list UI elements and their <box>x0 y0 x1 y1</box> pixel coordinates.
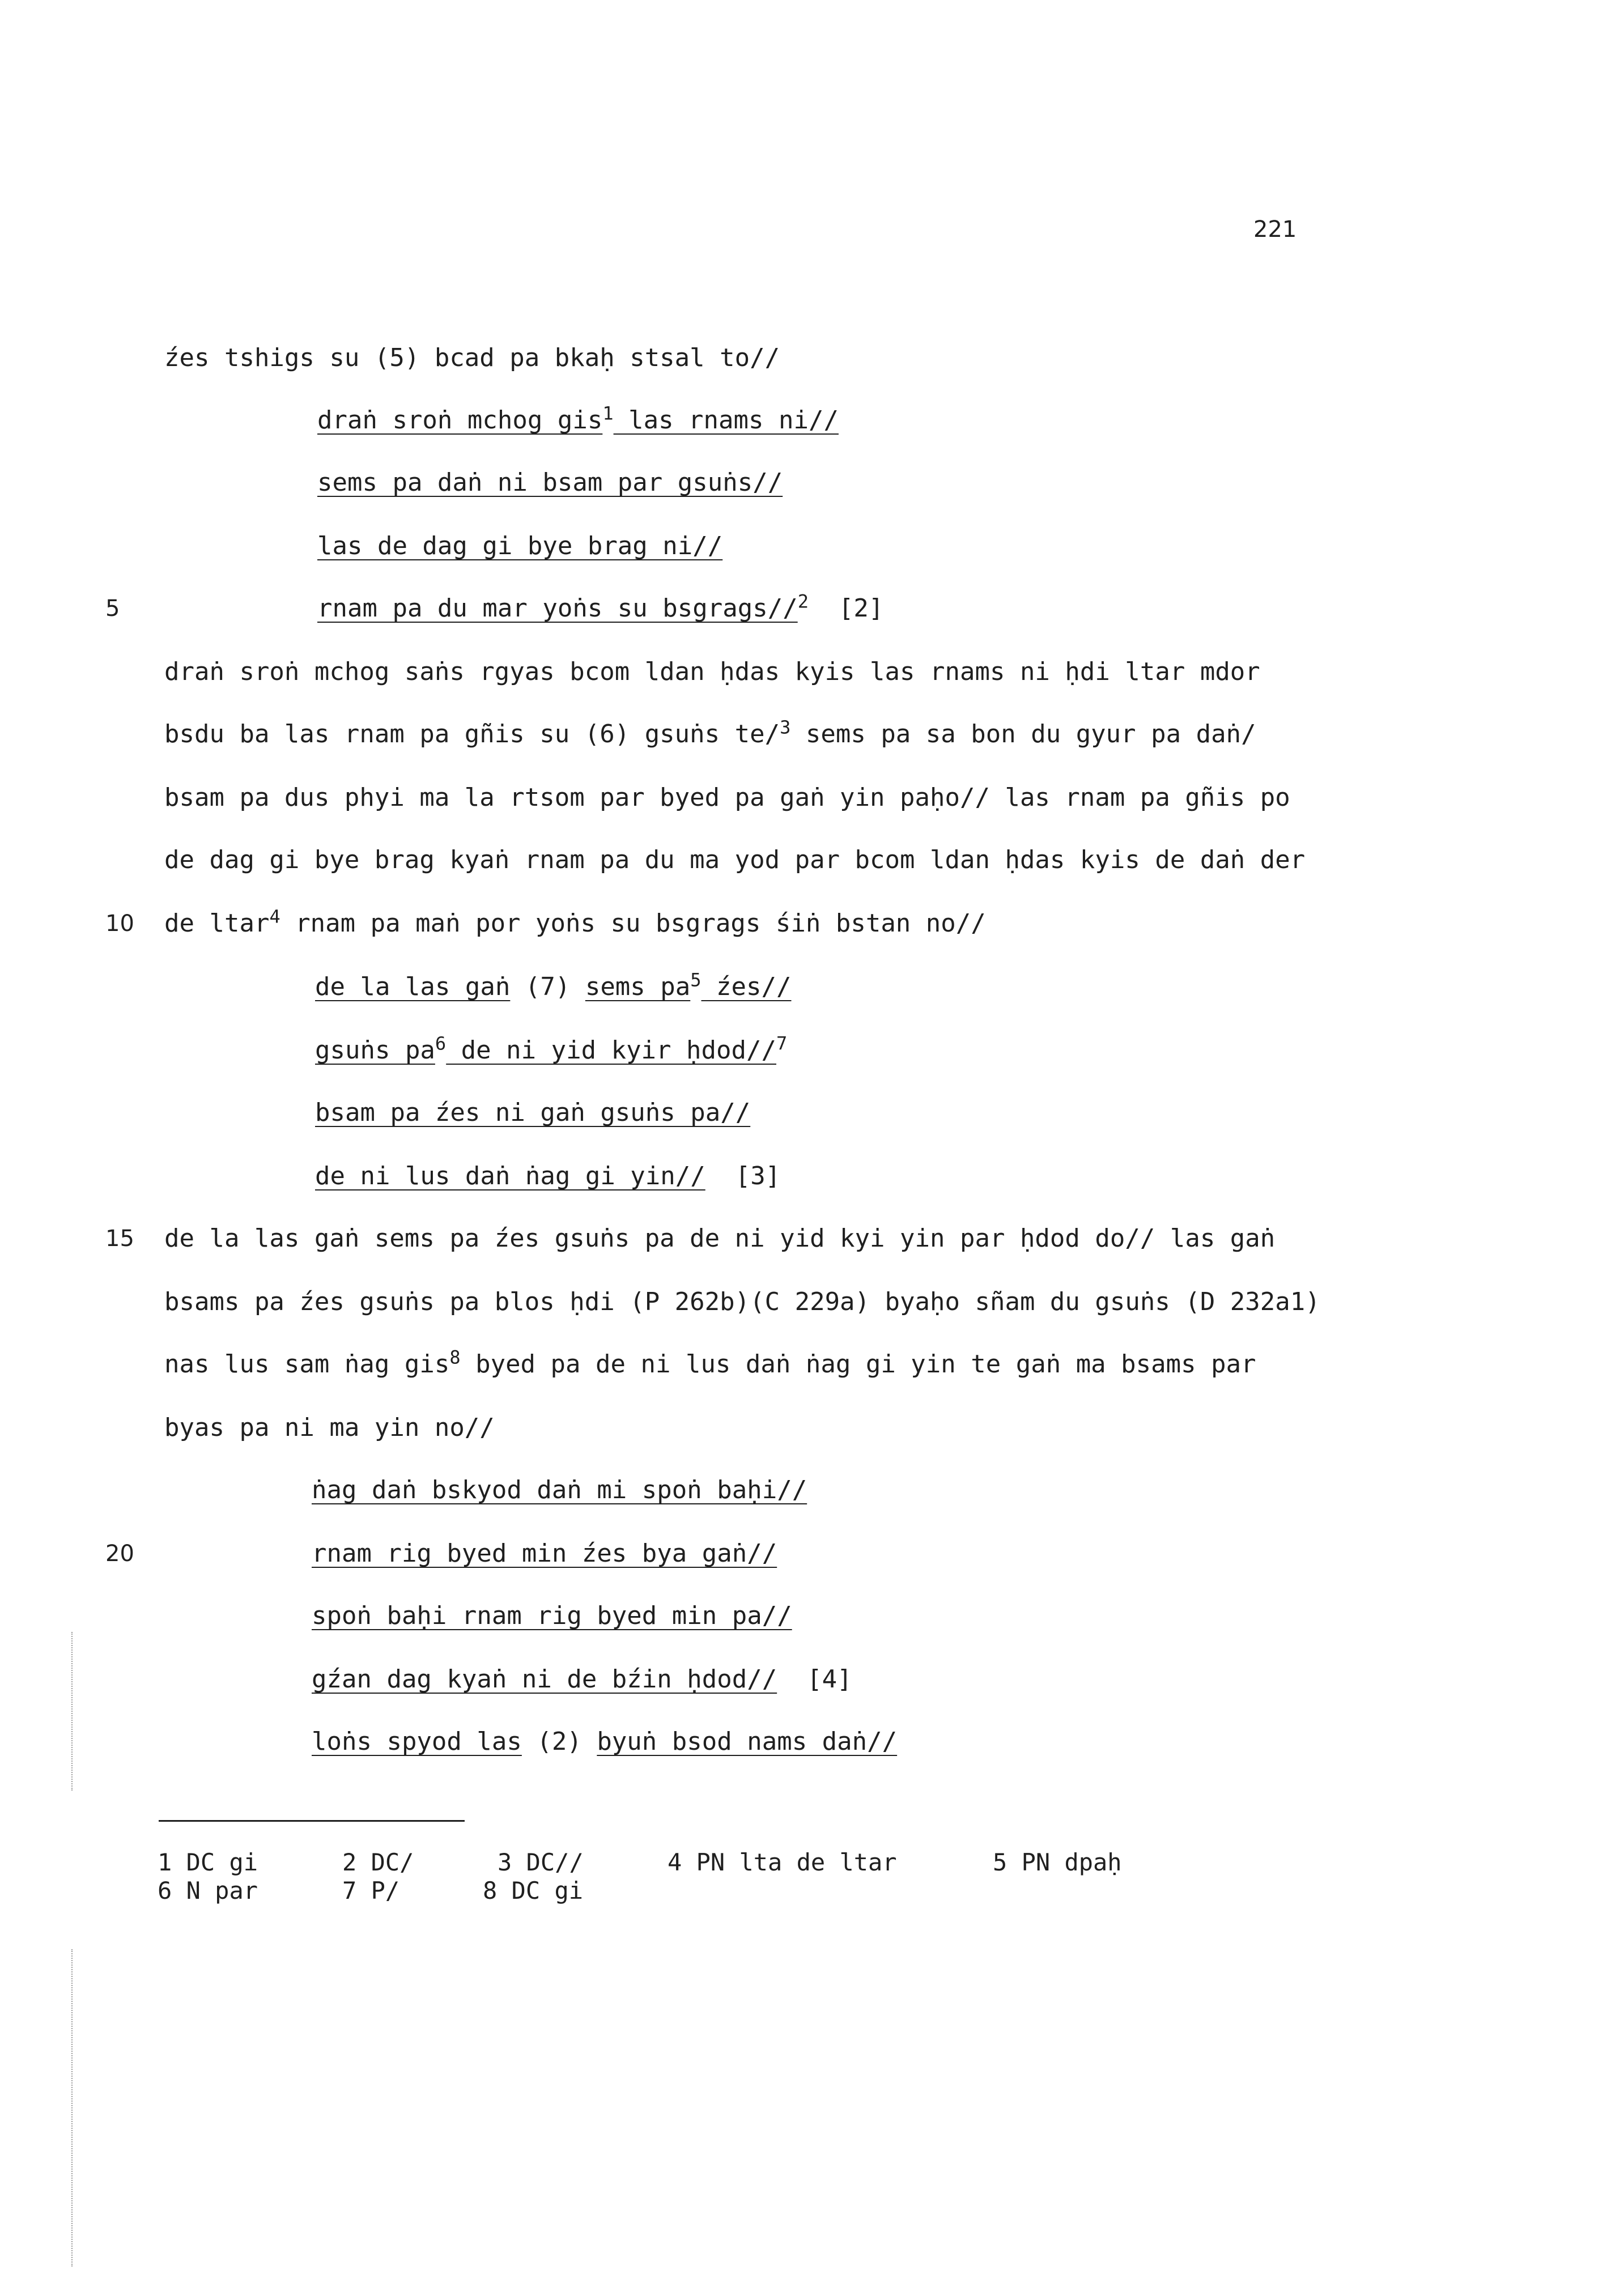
text-segment: ṅag daṅ bskyod daṅ mi spoṅ baḥi// <box>312 1476 807 1504</box>
text-segment: byuṅ bsod nams daṅ// <box>597 1727 898 1756</box>
text-segment: bsam pa dus phyi ma la rtsom par byed pa gaṅ yin paḥo// las rnam pa gñis po <box>164 783 1290 812</box>
footnote-label: 7 <box>342 1877 357 1904</box>
text-segment: spoṅ baḥi rnam rig byed min pa// <box>312 1601 792 1630</box>
text-segment: rnam pa du mar yoṅs su bsgrags// <box>317 594 798 623</box>
footnote-divider <box>159 1820 465 1822</box>
verse-line <box>312 1537 777 1571</box>
prose-line <box>164 907 986 941</box>
line-number: 5 <box>105 596 120 622</box>
verse-line <box>317 529 722 563</box>
footnote-label: 4 <box>668 1848 682 1876</box>
footnote <box>158 1848 258 1877</box>
footnote-ref: 1 <box>602 402 614 424</box>
verse-line <box>315 970 791 1004</box>
text-segment: las de dag gi bye brag ni// <box>317 532 723 560</box>
text-segment: de la las gaṅ sems pa źes gsuṅs pa de ni yid kyi yin par ḥdod do// las gaṅ <box>164 1224 1276 1253</box>
verse-line <box>317 466 783 500</box>
footnote-text: DC/ <box>371 1848 414 1876</box>
footnote-text: PN lta de ltar <box>696 1848 897 1876</box>
footnote-text: N par <box>186 1877 258 1904</box>
prose-line <box>164 781 1290 815</box>
footnote-label: 8 <box>483 1877 498 1904</box>
footnote <box>342 1848 414 1877</box>
footnote-text: DC gi <box>511 1877 584 1904</box>
text-segment: sems pa sa bon du gyur pa daṅ/ <box>790 720 1256 749</box>
prose-line <box>164 1411 495 1445</box>
footnote-label: 5 <box>993 1848 1007 1876</box>
footnote-ref: 4 <box>269 905 280 928</box>
text-segment: rnam pa maṅ por yoṅs su bsgrags śiṅ bstan no// <box>280 909 986 938</box>
footnote-text: DC// <box>526 1848 584 1876</box>
text-segment: de ltar <box>164 909 270 938</box>
footnote <box>158 1877 258 1905</box>
text-segment: de la las gaṅ <box>315 972 511 1001</box>
page-number: 221 <box>1253 216 1297 243</box>
footnote <box>342 1877 399 1905</box>
text-segment: źes// <box>701 972 792 1001</box>
text-segment: sems pa <box>585 972 691 1001</box>
text-segment: de dag gi bye brag kyaṅ rnam pa du ma yod par bcom ldan ḥdas kyis de daṅ der <box>164 845 1306 874</box>
footnote-text: DC gi <box>186 1848 258 1876</box>
verse-line <box>312 1663 852 1697</box>
text-segment: nas lus sam ṅag gis <box>164 1350 450 1379</box>
prose-line <box>164 1285 1320 1319</box>
plain-segment: [3] <box>705 1162 781 1190</box>
text-segment: bsams pa źes gsuṅs pa blos ḥdi (P 262b)(C 229a) byaḥo sñam du gsuṅs (D 232a1) <box>164 1287 1320 1316</box>
text-segment: bsam pa źes ni gaṅ gsuṅs pa// <box>315 1098 751 1127</box>
text-segment: rnam rig byed min źes bya gaṅ// <box>312 1539 777 1568</box>
text-segment: de ni lus daṅ ṅag gi yin// <box>315 1162 705 1190</box>
text-segment: sems pa daṅ ni bsam par gsuṅs// <box>317 468 783 497</box>
text-segment: draṅ sroṅ mchog saṅs rgyas bcom ldan ḥdas kyis las rnams ni ḥdi ltar mdor <box>164 657 1260 686</box>
text-segment: draṅ sroṅ mchog gis <box>317 406 603 435</box>
prose-line <box>164 655 1260 689</box>
text-segment: de ni yid kyir ḥdod// <box>446 1036 776 1065</box>
footnote-text: P/ <box>371 1877 400 1904</box>
prose-line <box>164 843 1305 877</box>
verse-line <box>312 1599 792 1633</box>
text-segment: loṅs spyod las <box>312 1727 522 1756</box>
verse-line <box>312 1725 897 1759</box>
footnote-ref: 2 <box>797 590 809 613</box>
footnote-ref: 5 <box>690 969 702 991</box>
prose-line <box>164 1222 1275 1256</box>
footnote-ref: 3 <box>780 716 791 738</box>
footnote-ref: 7 <box>776 1032 788 1055</box>
binding-margin-mark <box>71 1632 73 1791</box>
line-number: 10 <box>105 911 134 937</box>
plain-segment: (7) <box>510 972 585 1001</box>
verse-line <box>315 1034 787 1068</box>
footnote <box>993 1848 1122 1877</box>
text-segment: źes tshigs su (5) bcad pa bkaḥ stsal to// <box>164 343 780 372</box>
plain-segment: [4] <box>777 1665 852 1694</box>
footnote <box>483 1877 583 1905</box>
line-number: 15 <box>105 1226 134 1252</box>
footnote <box>498 1848 584 1877</box>
line-number: 20 <box>105 1541 134 1567</box>
prose-line <box>164 717 1256 751</box>
footnote-label: 2 <box>342 1848 357 1876</box>
text-segment: las rnams ni// <box>613 406 839 435</box>
verse-line <box>317 592 883 626</box>
prose-line <box>164 341 780 375</box>
footnote-text: PN dpaḥ <box>1021 1848 1122 1876</box>
text-segment: byas pa ni ma yin no// <box>164 1413 495 1442</box>
plain-segment: (2) <box>521 1727 597 1756</box>
prose-line <box>164 1347 1256 1381</box>
text-segment: byed pa de ni lus daṅ ṅag gi yin te gaṅ ma bsams par <box>460 1350 1256 1379</box>
footnote-label: 6 <box>158 1877 172 1904</box>
verse-line <box>312 1473 807 1507</box>
plain-segment: [2] <box>808 594 884 623</box>
verse-line <box>315 1096 750 1130</box>
text-segment: bsdu ba las rnam pa gñis su (6) gsuṅs te/ <box>164 720 780 749</box>
footnote-label: 3 <box>498 1848 512 1876</box>
footnote <box>668 1848 897 1877</box>
verse-line <box>317 403 839 437</box>
footnote-ref: 6 <box>435 1032 447 1055</box>
verse-line <box>315 1159 780 1193</box>
footnote-label: 1 <box>158 1848 172 1876</box>
text-segment: gźan dag kyaṅ ni de bźin ḥdod// <box>312 1665 777 1694</box>
text-segment: gsuṅs pa <box>315 1036 435 1065</box>
footnote-ref: 8 <box>449 1346 461 1368</box>
binding-margin-mark <box>71 1949 73 2267</box>
